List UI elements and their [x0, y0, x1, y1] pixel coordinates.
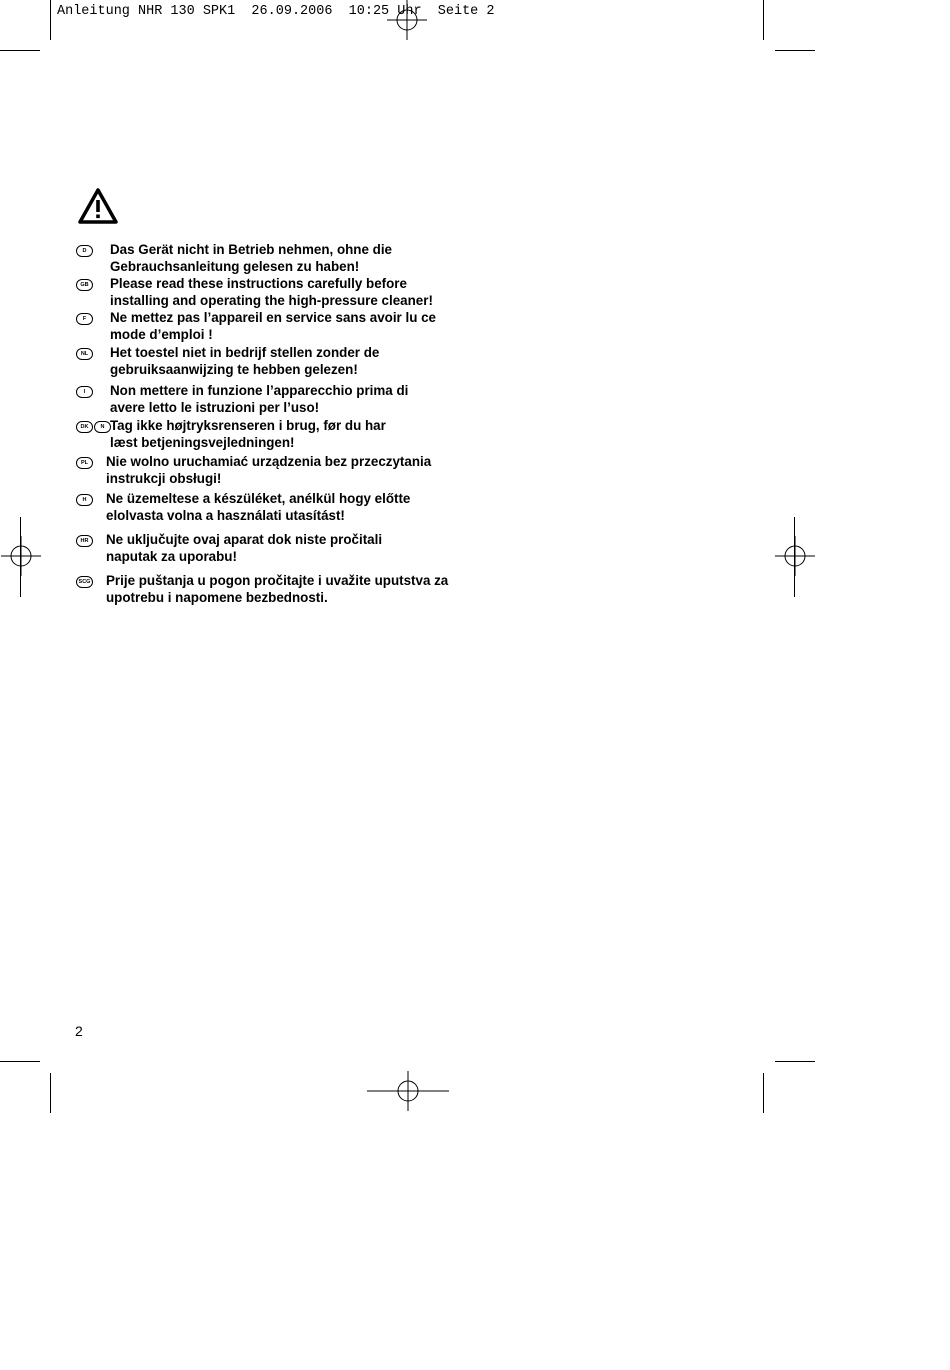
- warning-text: Non mettere in funzione l’apparecchio prima di avere letto le istruzioni per l’uso!: [110, 383, 409, 415]
- language-entry: [76, 383, 496, 417]
- language-entry: [76, 573, 496, 607]
- country-code-badges: [76, 386, 93, 398]
- country-code-badges: [76, 535, 93, 547]
- crop-mark: [0, 50, 40, 51]
- country-code-badge: H: [76, 494, 93, 506]
- warning-text: Ne üzemeltese a készüléket, anélkül hogy előtte elolvasta volna a használati utasítást!: [106, 491, 411, 523]
- country-code-badges: [76, 245, 93, 257]
- page-number: 2: [75, 1023, 83, 1039]
- language-entry: [76, 276, 496, 310]
- warning-text: Nie wolno uruchamiać urządzenia bez przeczytania instrukcji obsługi!: [106, 454, 432, 486]
- crop-mark: [763, 1073, 764, 1113]
- country-code-badge: DK: [76, 421, 93, 433]
- registration-mark-icon: [367, 1071, 449, 1111]
- print-slug-header: Anleitung NHR 130 SPK1 26.09.2006 10:25 Uhr Seite 2: [57, 4, 495, 19]
- country-code-badges: [76, 348, 93, 360]
- registration-mark-icon: [387, 0, 427, 40]
- crop-mark: [763, 0, 764, 40]
- crop-mark: [50, 1073, 51, 1113]
- registration-mark-icon: [775, 536, 815, 576]
- country-code-badge: D: [76, 245, 93, 257]
- warning-text: Please read these instructions carefully before installing and operating the high-pressure cleaner!: [110, 276, 433, 308]
- country-code-badges: [76, 457, 93, 469]
- country-code-badges: [76, 421, 111, 433]
- warning-text: Ne mettez pas l’appareil en service sans avoir lu ce mode d’emploi !: [110, 310, 436, 342]
- crop-mark: [775, 1061, 815, 1062]
- warning-triangle-icon: [78, 188, 118, 224]
- language-entry: [76, 454, 496, 488]
- crop-mark: [0, 1061, 40, 1062]
- warning-text: Ne uključujte ovaj aparat dok niste pročitali naputak za uporabu!: [106, 532, 383, 564]
- country-code-badge: PL: [76, 457, 93, 469]
- country-code-badge: I: [76, 386, 93, 398]
- country-code-badge: SCG: [76, 576, 93, 588]
- crop-mark: [50, 0, 51, 40]
- language-entry: [76, 310, 496, 344]
- country-code-badge: NL: [76, 348, 93, 360]
- warning-text: Het toestel niet in bedrijf stellen zonder de gebruiksaanwijzing te hebben gelezen!: [110, 345, 380, 377]
- country-code-badge: N: [94, 421, 111, 433]
- country-code-badges: [76, 313, 93, 325]
- country-code-badges: [76, 279, 93, 291]
- language-entry: [76, 418, 496, 452]
- warning-text: Das Gerät nicht in Betrieb nehmen, ohne die Gebrauchsanleitung gelesen zu haben!: [110, 242, 393, 274]
- language-entry: [76, 242, 496, 276]
- crop-mark: [775, 50, 815, 51]
- country-code-badge: GB: [76, 279, 93, 291]
- language-entry: [76, 532, 496, 566]
- country-code-badge: HR: [76, 535, 93, 547]
- country-code-badges: [76, 576, 93, 588]
- language-entry: [76, 491, 496, 525]
- warning-text: Prije puštanja u pogon pročitajte i uvažite uputstva za upotrebu i napomene bezbednosti.: [106, 573, 449, 605]
- registration-mark-icon: [1, 536, 41, 576]
- country-code-badges: [76, 494, 93, 506]
- warning-text: Tag ikke højtryksrenseren i brug, før du har læst betjeningsvejledningen!: [110, 418, 386, 450]
- language-entry: [76, 345, 496, 379]
- country-code-badge: F: [76, 313, 93, 325]
